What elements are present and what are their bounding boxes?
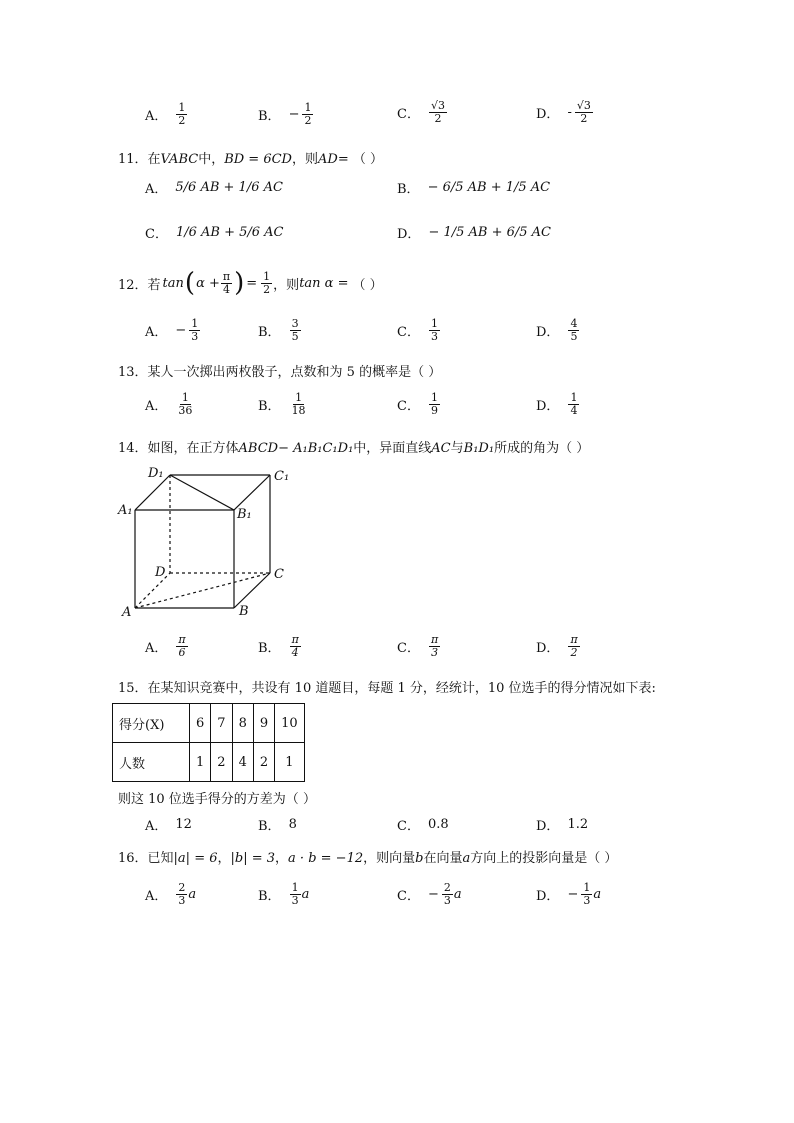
fraction: $\frac{1}{4}$ [570,391,578,417]
q15-option-a: A． 12 [145,817,192,834]
q12-option-c: C． $\frac{1}{3}$ [397,317,438,343]
fraction: $\frac{1}{3}$ [430,317,438,343]
cube-figure [112,458,292,620]
table-cell: 4 [232,743,253,782]
table-cell: 9 [253,704,274,743]
q15-follow-text: 则这 10 位选手得分的方差为（ ） [118,792,316,807]
fraction: $\frac{√3}{2}$ [576,99,591,125]
fraction: $\frac{2}{3}$ [178,881,186,907]
q15-option-c: C． 0.8 [397,817,449,834]
q11-option-d: D． − 1/5 AB + 6/5 AC [397,225,552,242]
q15-option-d: D． 1.2 [536,817,589,834]
q12-option-a: A． − $\frac{1}{3}$ [145,317,199,343]
table-header-count: 人数 [113,743,190,782]
table-cell: 10 [275,704,305,743]
fraction: $\frac{1}{2}$ [304,101,312,127]
vertex-label-c1: C₁ [274,469,290,484]
q14-option-a: A． $\frac{\pi}{6}$ [145,633,186,659]
q10-option-d: D． - $\frac{√3}{2}$ [536,99,591,125]
table-cell: 6 [190,704,211,743]
q14-option-c: C． $\frac{\pi}{3}$ [397,633,439,659]
fraction: $\frac{\pi}{6}$ [178,633,186,659]
q12-option-d: D． $\frac{4}{5}$ [536,317,578,343]
q13-option-c: C． $\frac{1}{9}$ [397,391,438,417]
fraction: $\frac{1}{18}$ [291,391,306,417]
fraction: $\frac{4}{5}$ [570,317,578,343]
table-cell: 1 [190,743,211,782]
vertex-label-d: D [155,565,166,580]
q16-option-b: B． $\frac{1}{3}$ a [258,881,310,907]
table-cell: 8 [232,704,253,743]
vertex-label-b1: B₁ [237,507,252,522]
q11-option-b: B． − 6/5 AB + 1/5 AC [397,180,551,197]
table-cell: 1 [275,743,305,782]
q10-option-a: A． $\frac{1}{2}$ [145,101,186,127]
table-cell: 2 [253,743,274,782]
table-cell: 2 [211,743,232,782]
table-cell: 7 [211,704,232,743]
q16-option-a: A． $\frac{2}{3}$ a [145,881,197,907]
vertex-label-a: A [122,605,132,620]
paren-right: ) [234,268,245,298]
q12-option-b: B． $\frac{3}{5}$ [258,317,299,343]
diagonal-d1-b1 [170,475,234,510]
q13-stem: 13．某人一次掷出两枚骰子，点数和为 5 的概率是（ ） [118,365,442,380]
fraction: $\frac{1}{3}$ [583,881,591,907]
fraction: $\frac{1}{3}$ [291,881,299,907]
q13-option-a: A． $\frac{1}{36}$ [145,391,193,417]
q15-option-b: B． 8 [258,817,297,834]
q13-option-d: D． $\frac{1}{4}$ [536,391,578,417]
q12-stem: 12．若 tan ( α + $\frac{\pi}{4}$ ) = $\frac{1}{2}$ ，则 tan α = （ ） [118,268,383,298]
vertex-label-a1: A₁ [118,503,133,518]
q14-option-d: D． $\frac{\pi}{2}$ [536,633,578,659]
q15-stem: 15．在某知识竞赛中，共设有 10 道题目，每题 1 分，经统计，10 位选手的得分情况如下表: [118,681,656,696]
fraction: $\frac{\pi}{3}$ [430,633,439,659]
fraction: $\frac{2}{3}$ [443,881,451,907]
q16-option-c: C． − $\frac{2}{3}$ a [397,881,462,907]
q16-stem: 16．已知|a| = 6，|b| = 3，a · b = −12，则向量b在向量a方向上的投影向量是（ ） [118,851,618,866]
fraction: $\frac{1}{9}$ [430,391,438,417]
vertex-label-d1: D₁ [148,466,164,481]
q14-option-b: B． $\frac{\pi}{4}$ [258,633,299,659]
fraction: $\frac{\pi}{4}$ [222,269,231,296]
q14-stem: 14．如图，在正方体ABCD− A₁B₁C₁D₁中，异面直线AC与B₁D₁所成的角为（ ） [118,441,590,456]
fraction: $\frac{1}{2}$ [178,101,186,127]
paren-left: ( [184,268,196,298]
fraction: $\frac{\pi}{4}$ [291,633,299,659]
q10-option-c: C． $\frac{√3}{2}$ [397,99,445,125]
fraction: $\frac{1}{3}$ [191,317,199,343]
fraction: $\frac{1}{36}$ [178,391,193,417]
fraction: $\frac{1}{2}$ [263,269,271,296]
table-row [113,704,305,743]
q11-option-a: A． 5/6 AB + 1/6 AC [145,180,283,197]
score-table [112,703,305,782]
q11-stem: 11．在VABC中，BD = 6CD，则AD= （ ） [118,152,383,167]
q10-option-b: B． − $\frac{1}{2}$ [258,101,312,127]
table-header-score: 得分(X) [113,704,190,743]
table-row [113,743,305,782]
q16-option-d: D． − $\frac{1}{3}$ a [536,881,602,907]
edge-c1-b1 [234,475,270,510]
vertex-label-c: C [274,567,284,582]
fraction: $\frac{√3}{2}$ [430,99,445,125]
fraction: $\frac{\pi}{2}$ [570,633,578,659]
fraction: $\frac{3}{5}$ [291,317,299,343]
vertex-label-b: B [239,604,249,619]
q13-option-b: B． $\frac{1}{18}$ [258,391,306,417]
q11-option-c: C． 1/6 AB + 5/6 AC [145,225,284,242]
